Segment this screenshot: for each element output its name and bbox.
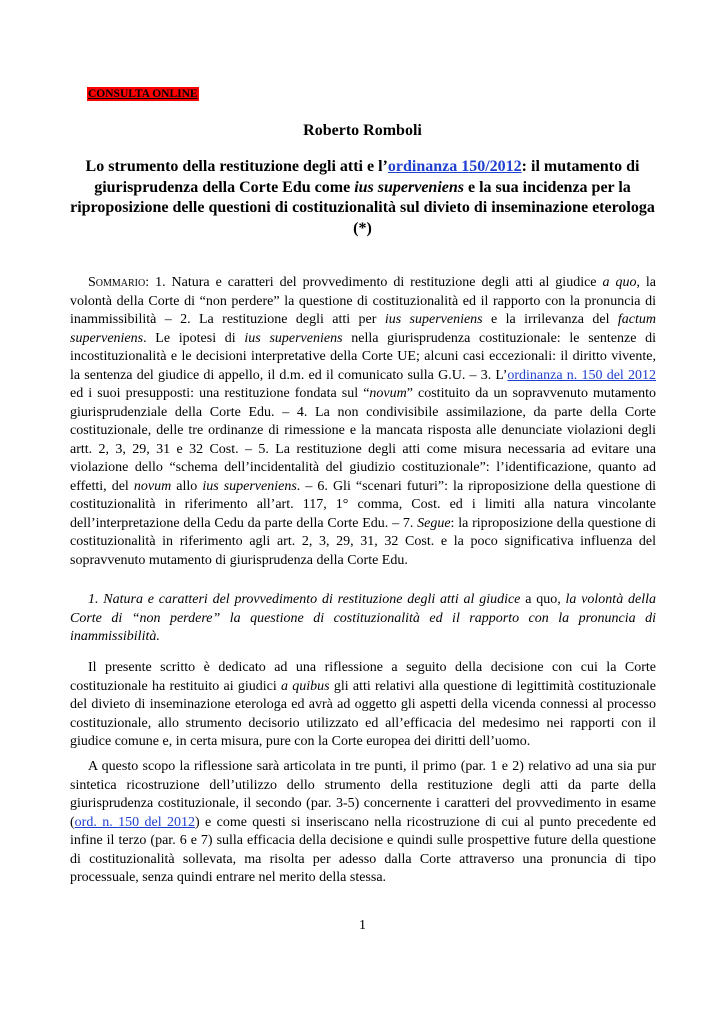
- summary-text: e la irrilevanza del: [482, 312, 618, 327]
- title-text-2: : il mutamento di giurisprudenza della Corte Edu come: [94, 158, 640, 196]
- paragraph-text: A questo scopo la riflessione sarà articolata in tre punti, il primo (par. 1 e 2) relativo ad una sia pur sintetica ricostruzione dell’utilizzo dello strumento della restituzione degli atti da parte della giurisprudenza costituzionale, il secondo (par. 3-5) concernente i caratteri del provvedimento in esame (: [70, 759, 656, 830]
- page-number: 1: [359, 918, 366, 933]
- title-text-4: e la sua incidenza per la riproposizione delle questioni di costituzionalità sul divieto di inseminazione eterologa (*): [70, 178, 655, 237]
- summary-ordinanza-link[interactable]: ordinanza n. 150 del 2012: [507, 367, 656, 383]
- body-paragraph-2: [70, 758, 656, 888]
- summary-italic: ius superveniens: [384, 312, 483, 327]
- paragraph-italic: a quibus: [281, 678, 330, 694]
- summary-text: . Le ipotesi di: [143, 330, 245, 346]
- section-heading-italic: 1. Natura e caratteri del provvedimento di restituzione degli atti al giudice: [88, 592, 526, 607]
- summary-text: : la riproposizione della questione di costituzionalità in riferimento agli art. 2, 3, 29, 31, 32 Cost. e la poco significativa influenza del sopravvenuto mutamento di giurisprudenza della Corte Edu.: [70, 515, 656, 568]
- badge-text-online: ONLINE: [152, 88, 198, 100]
- summary-text: . – 6. Gli “scenari futuri”: la riproposizione della questione di costituzionalità in riferimento all’art. 117, 1° comma, Cost. ed i limiti alla natura vincolante dell’interpretazione della Cedu da parte della Corte Edu. – 7.: [70, 478, 656, 531]
- summary-label: Sommario: [88, 275, 146, 290]
- paragraph-text: ) e come questi si inseriscano nella ricostruzione di cui al punto precedente ed infine il terzo (par. 6 e 7) sulla efficacia della decisione e quindi sulle prospettive future della questione di costituzionalità sollevata, ma risolta per adesso dalla Corte attraverso una pronuncia di tipo processuale, senza quindi entrare nel merito della stessa.: [70, 814, 656, 885]
- ord-150-link[interactable]: ord. n. 150 del 2012: [74, 814, 195, 830]
- summary-italic: novum: [133, 478, 172, 494]
- summary-italic: ius superveniens: [244, 330, 343, 346]
- summary-text: ed i suoi presupposti: una restituzione fondata sul “: [70, 386, 370, 401]
- summary-italic: a quo: [602, 275, 637, 290]
- summary-italic: novum: [369, 386, 407, 401]
- body-paragraph-1: [70, 659, 656, 752]
- summary-italic: factum superveniens: [70, 312, 656, 346]
- summary-text: , la volontà della Corte di “non perdere” la questione di costituzionalità ed il rapporto con la pronuncia di inammissibilità – 2. La restituzione degli atti per: [70, 275, 657, 327]
- badge-text-consulta: CONSULTA: [88, 88, 153, 100]
- section-1-heading: [70, 591, 656, 647]
- paragraph-text: Il presente scritto è dedicato ad una riflessione a seguito della decisione con cui la Corte costituzionale ha restituito ai giudici: [70, 660, 656, 694]
- section-heading-roman: a quo: [525, 592, 558, 607]
- summary-italic: ius superveniens: [202, 478, 297, 494]
- summary-text: : 1. Natura e caratteri del provvedimento di restituzione degli atti al giudice: [145, 275, 603, 290]
- title-italic-ius: ius superveniens: [354, 178, 464, 196]
- title-ordinanza-link[interactable]: ordinanza 150/2012: [387, 158, 522, 175]
- consulta-online-badge: [87, 87, 199, 101]
- summary-text: ” costituito da un sopravvenuto mutamento giurisprudenziale della Corte Edu. – 4. La non condivisibile assimilazione, da parte della Corte costituzionale, delle tre ordinanze di rimessione e la mancata risposta alle denunciate violazioni degli artt. 2, 3, 29, 31 e 32 Cost. – 5. La restituzione degli atti come misura necessaria ad evitare una violazione dello “schema dell’incidentalità del giudizio costituzionale”: l’identificazione, quanto ad effetti, del: [70, 386, 656, 494]
- document-title: [70, 157, 655, 239]
- paragraph-text: gli atti relativi alla questione di legittimità costituzionale del divieto di inseminazione eterologa ed avrà ad oggetto gli aspetti della vicenda connessi al processo costituzionale, allo strumento decisorio utilizzato ed all’efficacia del medesimo nei rapporti con il giudice comune e, in certa misura, pure con la Corte europea dei diritti dell’uomo.: [70, 678, 656, 749]
- summary-text: allo: [171, 478, 203, 494]
- summary-italic: Segue: [417, 515, 451, 531]
- summary-text: nella giurisprudenza costituzionale: le sentenze di incostituzionalità e le decisioni interpretative della Corte UE; alcuni casi eccezionali: il diritto vivente, la sentenza del giudice di appello, il d.m. ed il comunicato sulla G.U. – 3. L’: [70, 330, 656, 383]
- title-text-1: Lo strumento della restituzione degli atti e l’: [85, 158, 388, 175]
- author-name: Roberto Romboli: [303, 122, 422, 139]
- section-heading-italic: , la volontà della Corte di “non perdere” la questione di costituzionalità ed il rapporto con la pronuncia di inammissibilità.: [70, 592, 656, 644]
- summary-paragraph: [70, 274, 656, 570]
